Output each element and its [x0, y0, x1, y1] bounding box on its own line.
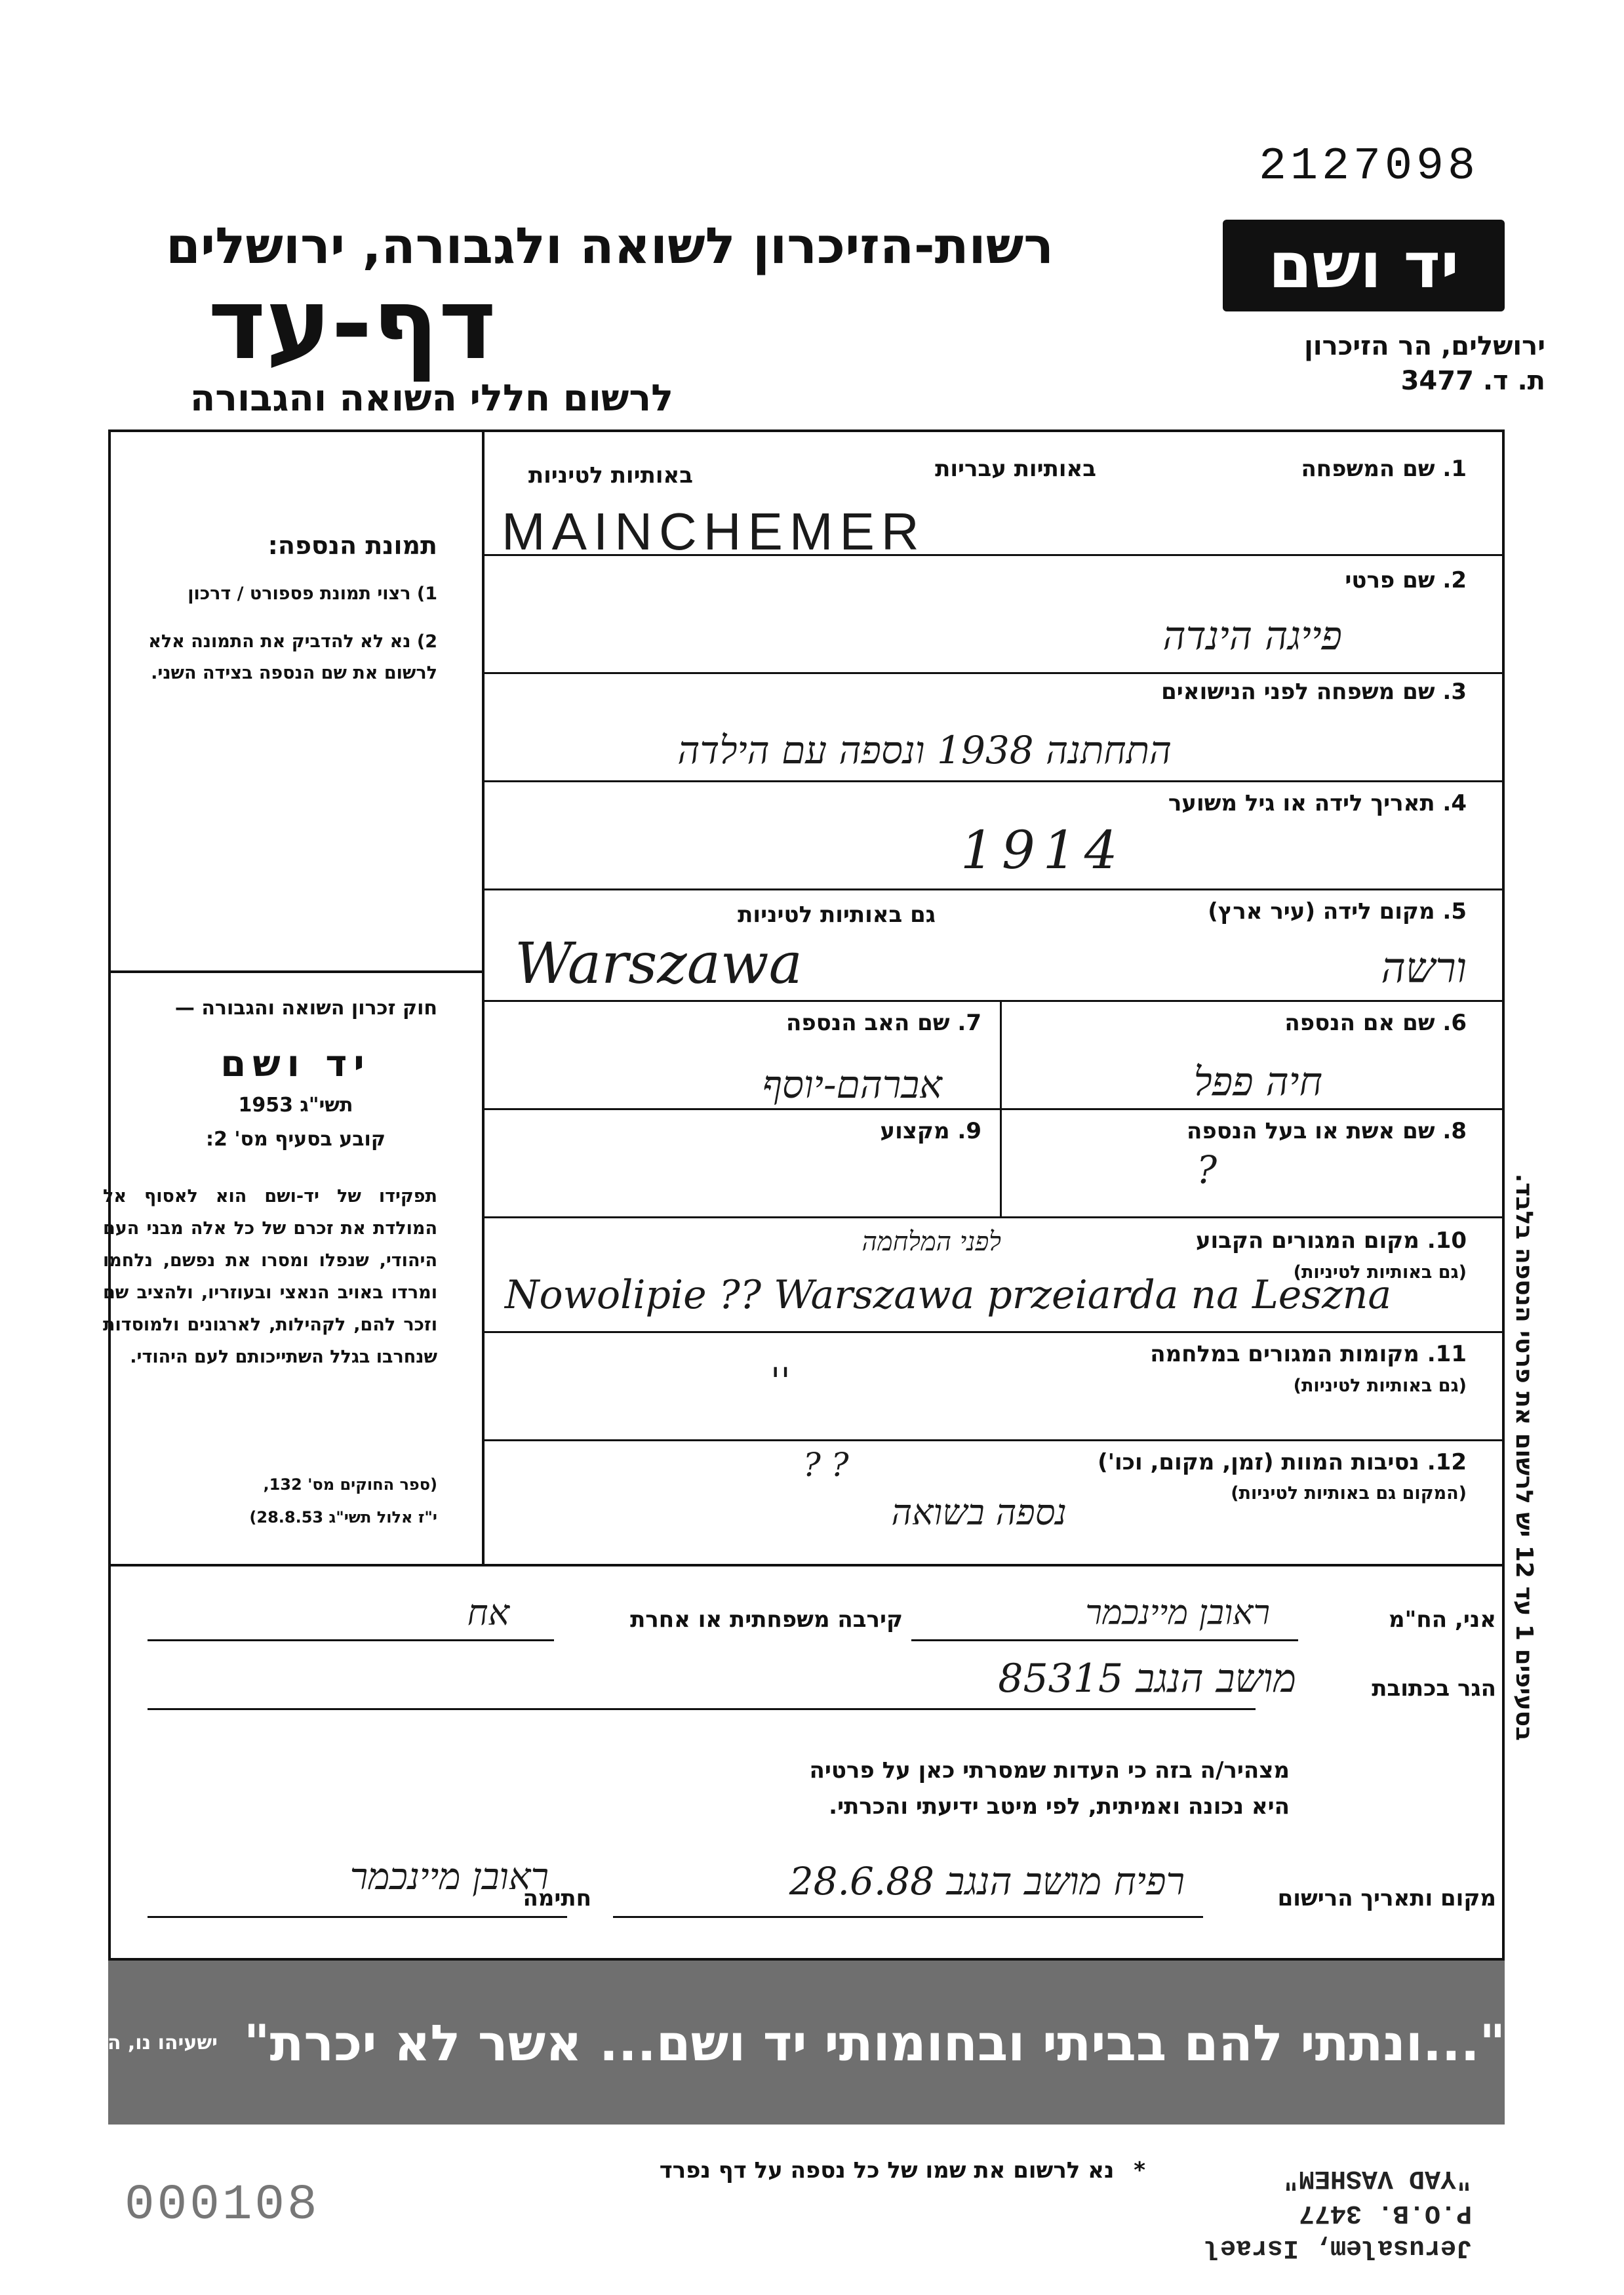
stamp — [1157, 2131, 1472, 2262]
law-source: (ספר החוקים מס' 132, — [263, 1475, 437, 1494]
row-sep — [482, 1000, 1505, 1002]
signature-value[interactable]: ראובן מיינכמר — [349, 1856, 549, 1898]
address-line-1: ירושלים, הר הזיכרון — [1304, 331, 1545, 361]
row-sep — [482, 888, 1505, 890]
field-2-value[interactable]: פייגה הינדה — [1162, 613, 1342, 659]
serial-number: 2127098 — [1259, 141, 1480, 193]
quote-banner — [108, 1961, 1505, 2125]
field-5-value-latin[interactable]: Warszawa — [515, 931, 802, 997]
field-3-value[interactable]: התחתנה 1938 ונספה עם הילדה — [677, 728, 1172, 772]
field-4-value[interactable]: 1914 — [961, 820, 1126, 881]
declaration-divider — [108, 1564, 1505, 1567]
field-12-value[interactable]: נספה בשואה — [891, 1492, 1067, 1533]
address-label: הגר בכתובת — [1372, 1675, 1496, 1702]
row-sep — [482, 672, 1505, 674]
logo-text: יד ושם — [1268, 229, 1459, 302]
field-1-sub-latin: באותיות לטיניות — [528, 462, 693, 489]
law-body: תפקידו של יד-ושם הוא לאסוף אל המולדת את זכרם של כל אלה מבני העם היהודי, שנפלו ומסרו את נפשם, נלחמו ומרדו באויב הנאצי ובעוזריו, ולהציב שם וזכר להם, לקהילות, לארגונים ולמוסדות שנחרבו בגלל השתייכותם לעם היהודי. — [103, 1186, 437, 1367]
banner-quote: "...ונתתי להם בביתי ובחומותי יד ושם... אשר לא יכרת" — [243, 2013, 1506, 2072]
law-title: חוק זכרון השואה והגבורה — — [174, 997, 437, 1020]
field-10-label: 10. מקום המגורים הקבוע — [1195, 1227, 1467, 1254]
declaration-intro: אני, הח"מ — [1389, 1606, 1496, 1633]
footer-note-text: נא לרשום את שמו של כל נספה על דף נפרד — [659, 2157, 1115, 2184]
field-11-value[interactable]: '' — [770, 1361, 791, 1403]
field-2-label: 2. שם פרטי — [1345, 567, 1467, 593]
place-date-label: מקום ותאריך הרישום — [1277, 1885, 1496, 1911]
footer-note — [660, 2157, 1145, 2184]
law-clause: קובע בסעיף מס' 2: — [206, 1128, 386, 1151]
field-6-value[interactable]: חיה פפל — [1193, 1059, 1322, 1105]
field-12-sub: (המקום גם באותיות לטיניות) — [1231, 1483, 1467, 1504]
photo-box-title: תמונת הנספה: — [267, 531, 437, 560]
field-5-label: 5. מקום לידה (עיר ארץ) — [1208, 898, 1467, 925]
field-8-value[interactable]: ? — [1197, 1148, 1218, 1192]
field-3-label: 3. שם משפחה לפני הנישואים — [1161, 679, 1467, 705]
field-10-sub: (גם באותיות לטיניות) — [1293, 1262, 1467, 1283]
field-4-label: 4. תאריך לידה או גיל משוער — [1168, 790, 1467, 816]
field-6-label: 6. שם אם הנספה — [1284, 1010, 1467, 1036]
declarant-name[interactable]: ראובן מיינכמר — [1085, 1593, 1270, 1633]
signature-line — [148, 1916, 567, 1918]
statement-line-1: מצהיר/ה בזה כי העדות שמסרתי כאן על פרטיה — [809, 1757, 1290, 1784]
address-line-2: ת. ד. 3477 — [1400, 366, 1545, 396]
declarant-name-line — [911, 1639, 1298, 1641]
field-7-value[interactable]: אברהם-יוסף — [762, 1062, 942, 1107]
banner-source: ישעיהו נו, ה — [107, 2031, 218, 2054]
row-sep — [482, 1216, 1505, 1218]
row-sep — [482, 1108, 1505, 1110]
relation-label: קירבה משפחתית או אחרת — [630, 1606, 903, 1633]
row-sep — [482, 1331, 1505, 1333]
place-date-value[interactable]: רפיח מושב הנגב 28.6.88 — [789, 1859, 1185, 1904]
footer-bullet: * — [1134, 2157, 1145, 2184]
relation-value[interactable]: אח — [467, 1592, 509, 1633]
column-divider — [482, 429, 485, 1564]
form-subtitle: לרשום חללי השואה והגבורה — [189, 377, 673, 420]
photo-box-note-1: 1) רצוי תמונת פספורט / דרכון — [188, 584, 437, 604]
row-sep — [482, 1439, 1505, 1441]
field-10-value[interactable]: Nowolipie ?? Warszawa przeiarda na Leszna — [505, 1272, 1392, 1318]
place-date-line — [613, 1916, 1203, 1918]
statement-line-2: היא נכונה ואמיתית, לפי מיטב ידיעתי והכרתי. — [829, 1793, 1290, 1820]
field-11-sub: (גם באותיות לטיניות) — [1293, 1376, 1467, 1396]
field-1-label: 1. שם המשפחה — [1301, 456, 1467, 482]
field-12-label: 12. נסיבות המוות (זמן, מקום, וכו') — [1098, 1449, 1467, 1475]
field-9-label: 9. מקצוע — [880, 1118, 981, 1144]
field-1-value[interactable]: MAINCHEMER — [502, 502, 926, 561]
law-year: תשי"ג 1953 — [238, 1094, 353, 1117]
field-5-value-hebrew[interactable]: ורשה — [1381, 944, 1467, 993]
stamp-line-2: P.O.B. 3477 — [1298, 2198, 1472, 2227]
field-8-label: 8. שם אשת או בעל הנספה — [1187, 1118, 1467, 1144]
field-12-value-top[interactable]: ? ? — [803, 1446, 849, 1484]
field-1-sub-hebrew: באותיות עבריות — [935, 456, 1096, 482]
field-7-label: 7. שם האב הנספה — [786, 1010, 981, 1036]
signature-label: חתימה — [523, 1885, 591, 1911]
row-sep — [482, 780, 1505, 782]
law-date: י"ז אלול תשי"ג 28.8.53) — [249, 1508, 437, 1527]
field-10-value-top[interactable]: לפני המלחמה — [862, 1227, 1001, 1257]
field-5-sub-latin: גם באותיות לטיניות — [738, 902, 936, 928]
row-split-divider — [1000, 1000, 1002, 1216]
authority-title: רשות-הזיכרון לשואה ולגבורה, ירושלים — [166, 216, 1054, 275]
stamp-line-3: "YAD VASHEM" — [1282, 2163, 1472, 2193]
relation-line — [148, 1639, 554, 1641]
stamp-line-1: Jerusalem, Israel — [1204, 2233, 1472, 2262]
field-11-label: 11. מקומות המגורים במלחמה — [1150, 1341, 1467, 1367]
form-title: דף-עד — [208, 268, 496, 382]
yad-vashem-logo — [1223, 220, 1505, 311]
photo-box-note-2: 2) נא לא להדביק את התמונה אלא לרשום את שם הנספה בצידה השני. — [148, 631, 437, 683]
law-name: יד ושם — [220, 1043, 371, 1085]
address-value[interactable]: מושב הנגב 85315 — [998, 1656, 1296, 1702]
left-col-divider — [108, 970, 483, 973]
side-note-vertical: בסעיפים 1 עד 12 יש לרשום את פרטי הנספה בלבד. — [1511, 1173, 1537, 1741]
document-number: 000108 — [125, 2177, 320, 2233]
address-line — [148, 1708, 1256, 1710]
